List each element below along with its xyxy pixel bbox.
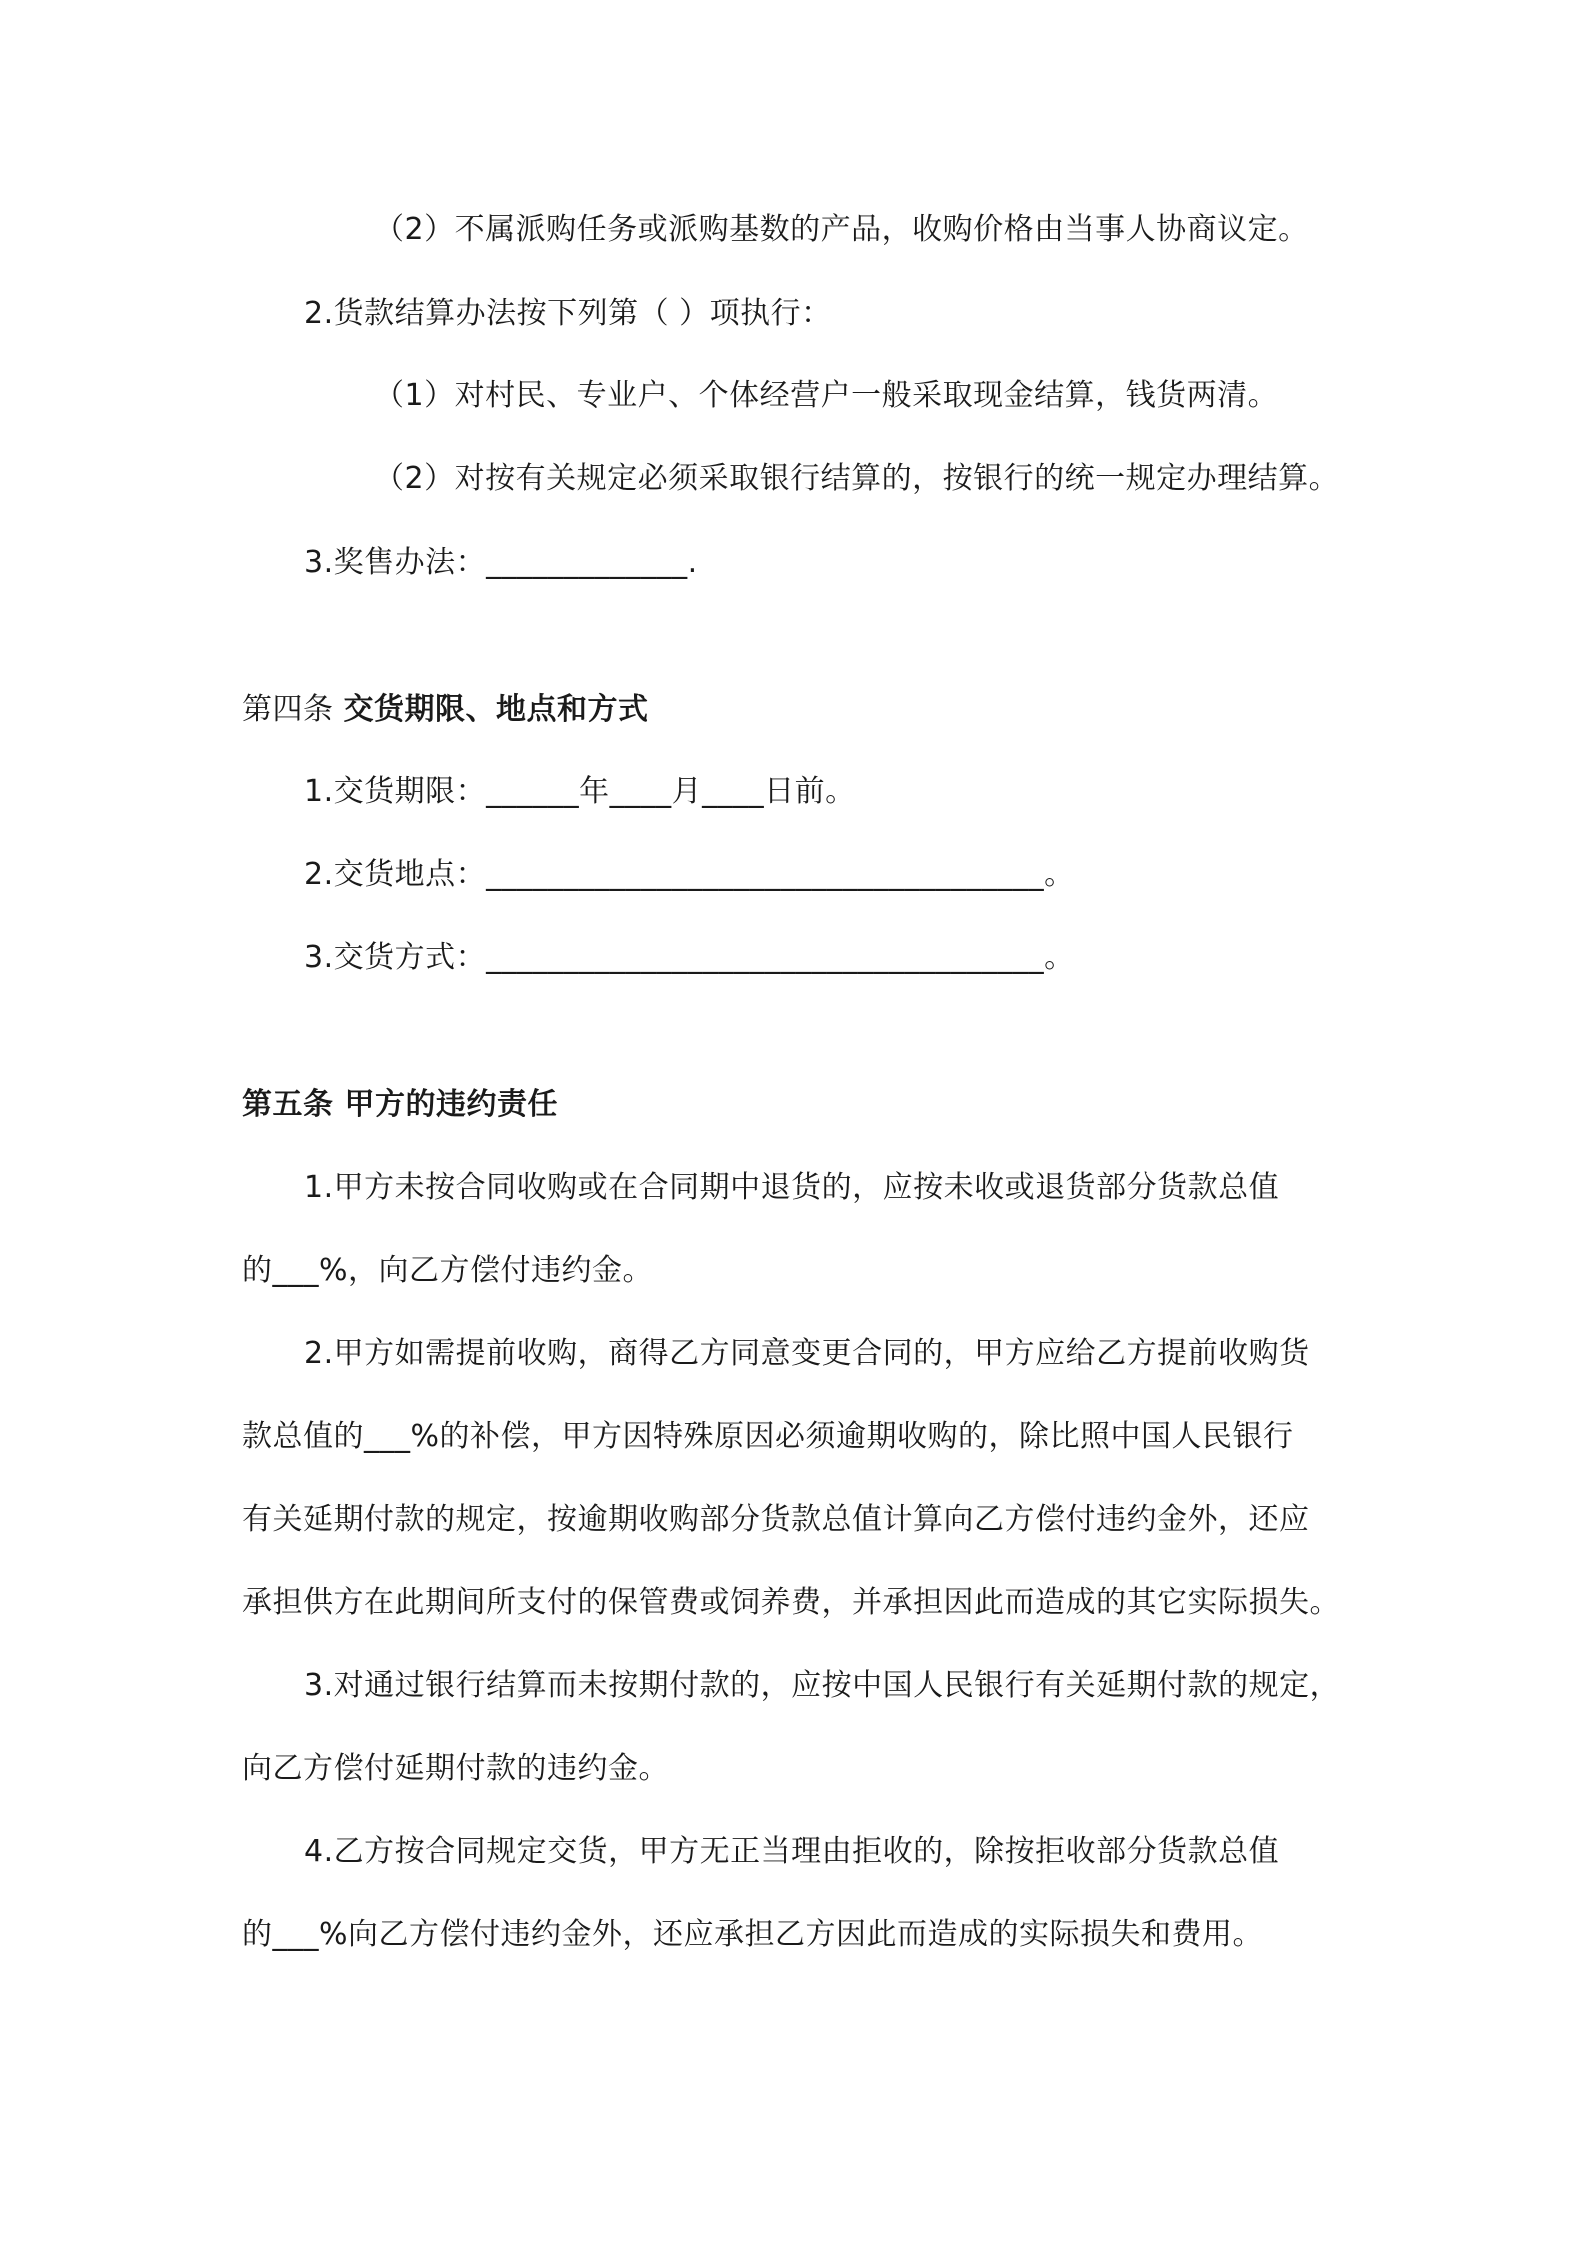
liability-paragraph-line: 有关延期付款的规定，按逾期收购部分货款总值计算向乙方偿付违约金外，还应 bbox=[242, 1502, 1310, 1537]
delivery-method: 3.交货方式：____________________________________。 bbox=[304, 940, 1075, 975]
liability-paragraph-line: 承担供方在此期间所支付的保管费或饲养费，并承担因此而造成的其它实际损失。 bbox=[242, 1585, 1340, 1620]
section-4-number: 第四条 bbox=[242, 692, 344, 727]
liability-paragraph-line: 1.甲方未按合同收购或在合同期中退货的，应按未收或退货部分货款总值 bbox=[304, 1170, 1280, 1205]
section-4-heading bbox=[242, 690, 649, 730]
liability-paragraph-line: 2.甲方如需提前收购，商得乙方同意变更合同的，甲方应给乙方提前收购货 bbox=[304, 1336, 1310, 1371]
liability-paragraph-line: 款总值的___%的补偿，甲方因特殊原因必须逾期收购的，除比照中国人民银行 bbox=[242, 1419, 1294, 1454]
section-5-heading: 第五条 甲方的违约责任 bbox=[242, 1087, 558, 1122]
section-4-title: 交货期限、地点和方式 bbox=[343, 692, 649, 727]
sales-reward-clause: 3.奖售办法：_____________. bbox=[304, 545, 698, 580]
delivery-deadline: 1.交货期限：______年____月____日前。 bbox=[304, 774, 856, 809]
liability-paragraph-line: 向乙方偿付延期付款的违约金。 bbox=[242, 1751, 669, 1786]
liability-paragraph-line: 的___%向乙方偿付违约金外，还应承担乙方因此而造成的实际损失和费用。 bbox=[242, 1917, 1264, 1952]
price-clause-item-2: （2）不属派购任务或派购基数的产品，收购价格由当事人协商议定。 bbox=[374, 212, 1309, 247]
liability-paragraph-line: 的___%，向乙方偿付违约金。 bbox=[242, 1253, 654, 1288]
payment-option-1: （1）对村民、专业户、个体经营户一般采取现金结算，钱货两清。 bbox=[374, 378, 1279, 413]
payment-method-intro: 2.货款结算办法按下列第（ ）项执行： bbox=[304, 296, 832, 331]
liability-paragraph-line: 3.对通过银行结算而未按期付款的，应按中国人民银行有关延期付款的规定， bbox=[304, 1668, 1341, 1703]
delivery-location: 2.交货地点：____________________________________。 bbox=[304, 857, 1075, 892]
payment-option-2: （2）对按有关规定必须采取银行结算的，按银行的统一规定办理结算。 bbox=[374, 461, 1340, 496]
liability-paragraph-line: 4.乙方按合同规定交货，甲方无正当理由拒收的，除按拒收部分货款总值 bbox=[304, 1834, 1280, 1869]
